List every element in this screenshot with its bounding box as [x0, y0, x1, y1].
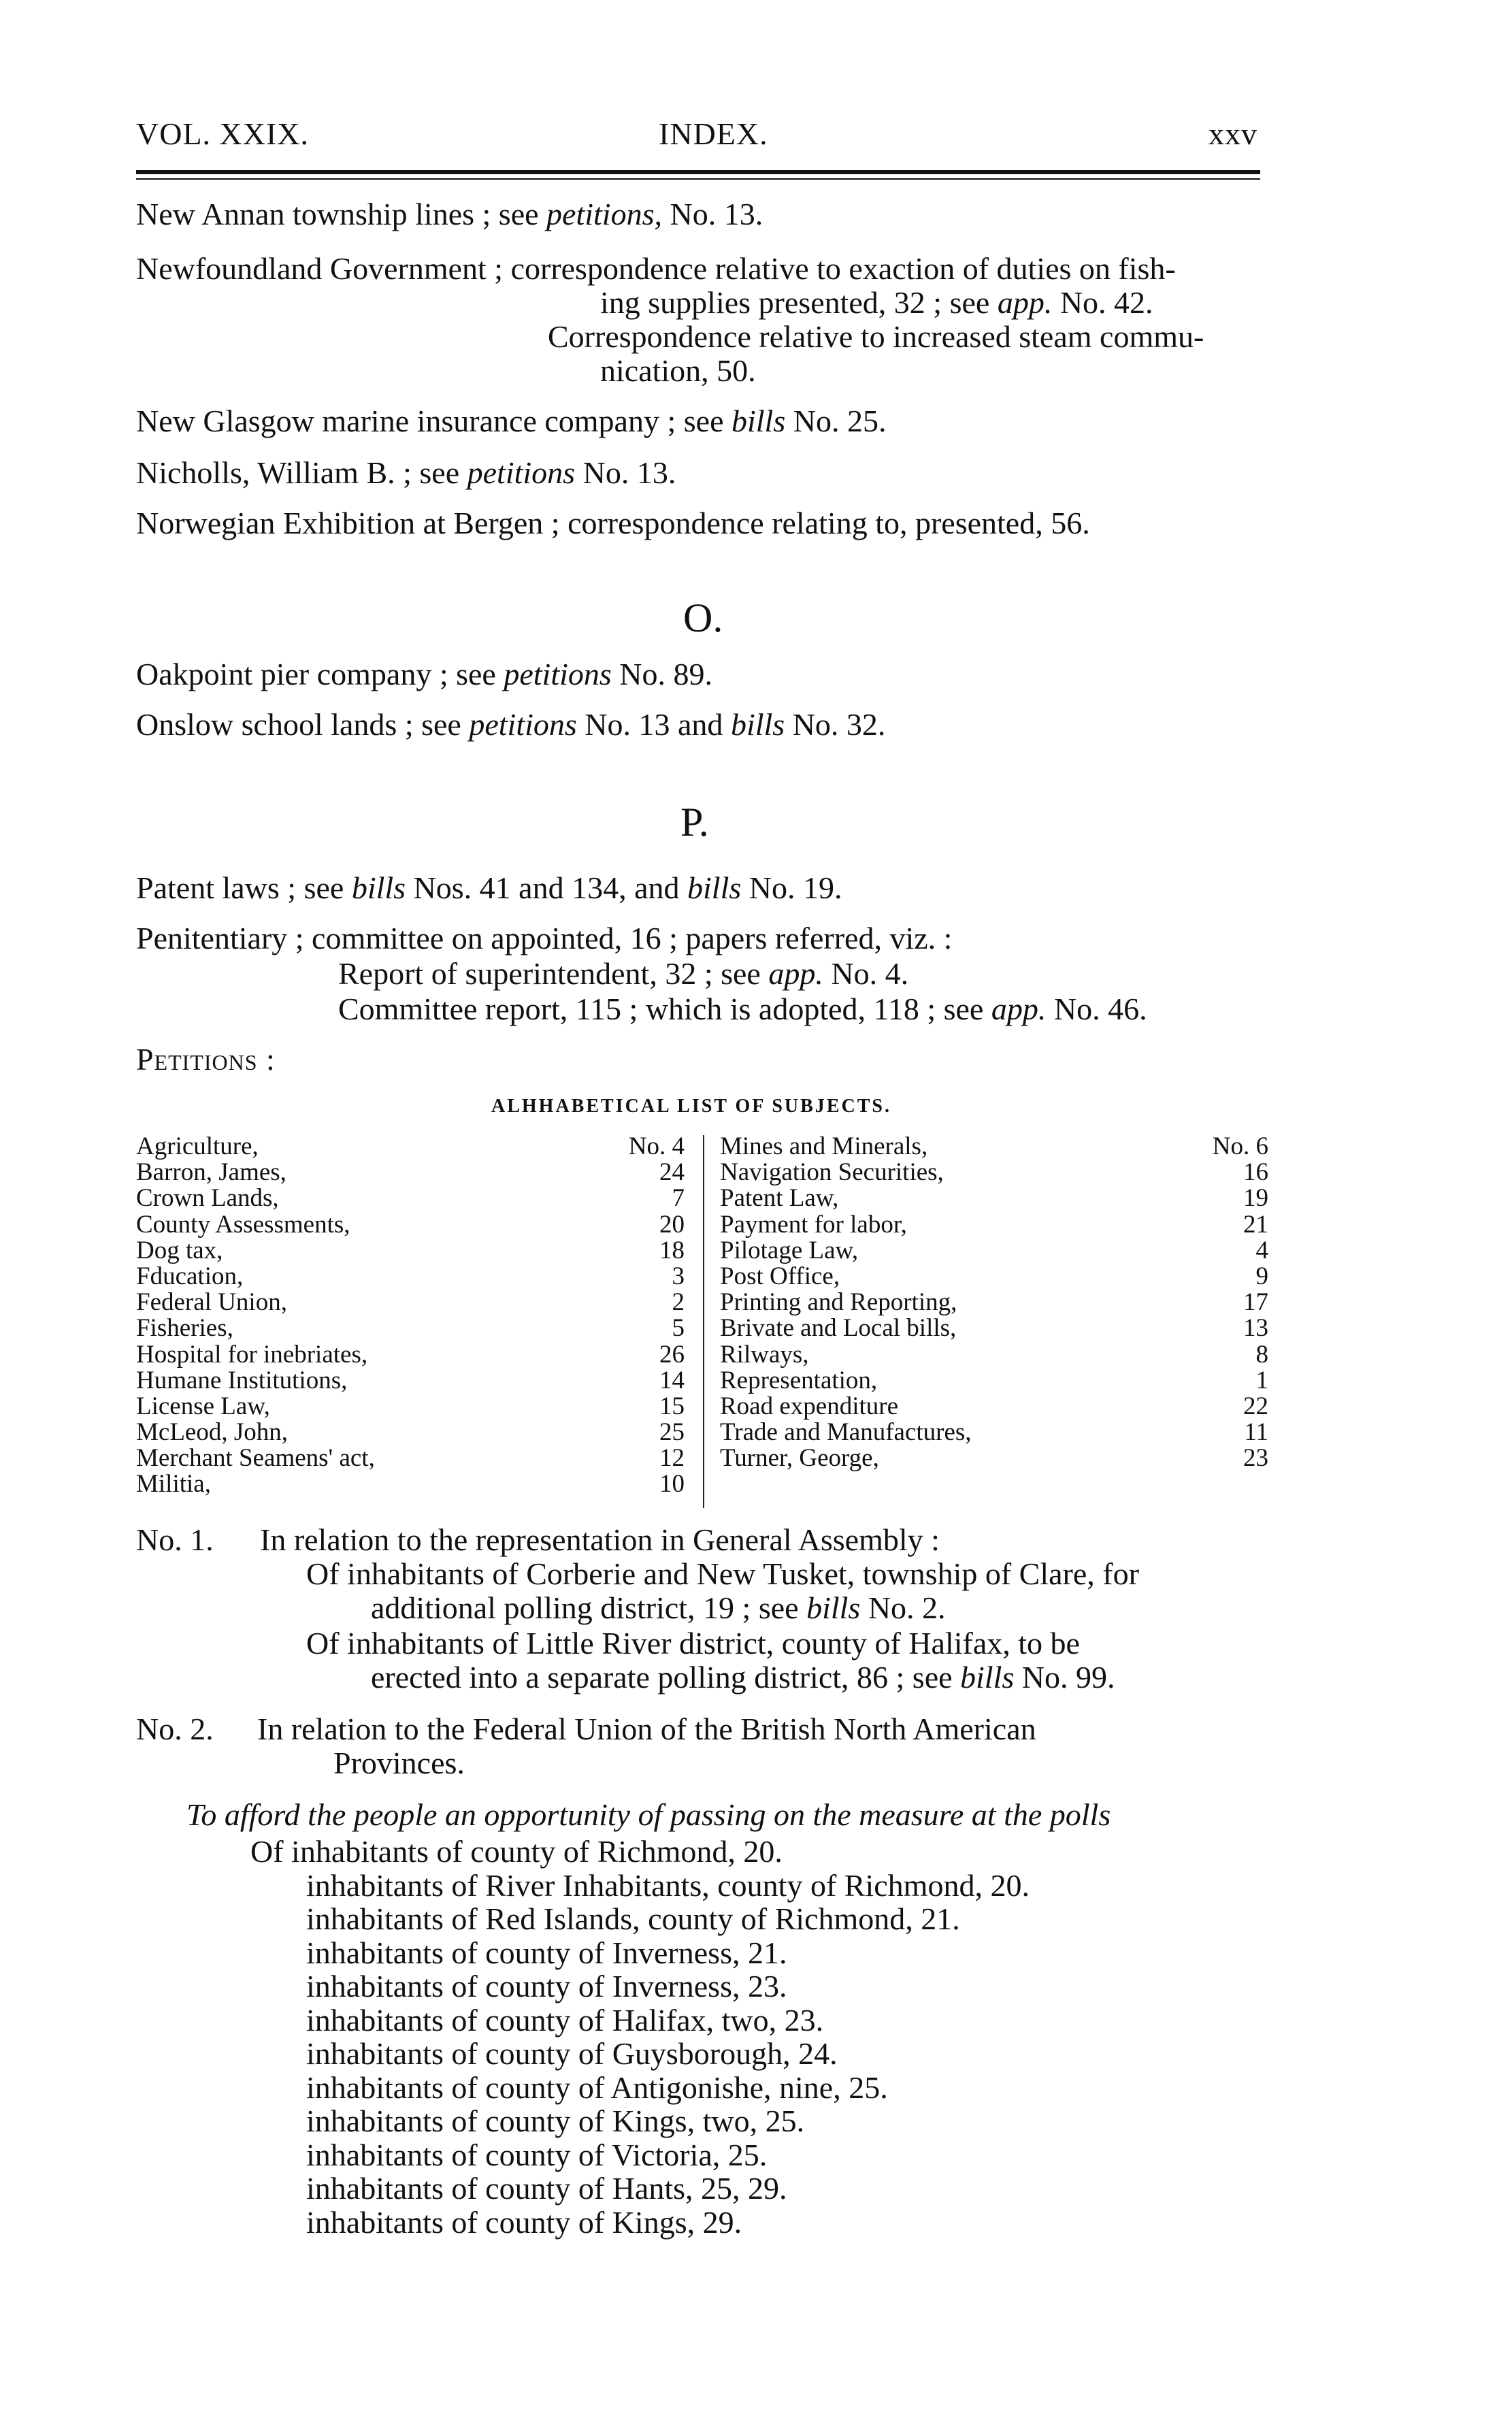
- entry-onslow: Onslow school lands ; see petitions No. 13 and bills No. 32.: [136, 707, 886, 742]
- header-rule-thin: [136, 178, 1260, 180]
- page-title: INDEX.: [659, 116, 768, 151]
- list-item: inhabitants of county of Kings, two, 25.: [306, 2104, 805, 2138]
- petition-1-item-a-line1: Of inhabitants of Corberie and New Tusket, township of Clare, for: [306, 1556, 1139, 1591]
- entry-newfoundland-line3: Correspondence relative to increased steam commu-: [548, 319, 1204, 354]
- list-item: inhabitants of county of Antigonishe, nine, 25.: [306, 2069, 888, 2105]
- column-divider: [703, 1135, 704, 1508]
- list-item: inhabitants of Red Islands, county of Richmond, 21.: [306, 1901, 960, 1936]
- entry-new-glasgow: New Glasgow marine insurance company ; see bills No. 25.: [136, 404, 887, 438]
- list-item: Militia, 10: [136, 1470, 685, 1499]
- list-item: Representation, 1: [720, 1366, 1268, 1394]
- list-item: inhabitants of county of Victoria, 25.: [306, 2137, 768, 2172]
- list-item: Road expenditure 22: [720, 1392, 1268, 1420]
- petitions-heading: Petitions :: [136, 1042, 276, 1077]
- subjects-right-column: [720, 1134, 1268, 1471]
- entry-oakpoint: Oakpoint pier company ; see petitions No. 89.: [136, 657, 713, 691]
- petition-1-heading: In relation to the representation in General Assembly :: [260, 1522, 940, 1557]
- petition-number-1: No. 1.: [136, 1522, 214, 1557]
- list-item: Printing and Reporting, 17: [720, 1288, 1268, 1317]
- list-item: inhabitants of county of Hants, 25, 29.: [306, 2171, 787, 2206]
- subjects-list-heading: ALHHABETICAL LIST OF SUBJECTS.: [491, 1096, 891, 1117]
- list-item: Turner, George, 23: [720, 1444, 1268, 1473]
- list-item: Fisheries, 5: [136, 1314, 685, 1343]
- list-item: Mines and Minerals, No. 6: [720, 1132, 1268, 1160]
- header-rule-thick: [136, 170, 1260, 174]
- list-item: inhabitants of county of Inverness, 23.: [306, 1969, 787, 2003]
- list-item: Crown Lands, 7: [136, 1184, 685, 1213]
- list-item: inhabitants of county of Guysborough, 24.: [306, 2036, 838, 2071]
- entry-penitentiary-line1: Penitentiary ; committee on appointed, 16 ; papers referred, viz. :: [136, 921, 953, 955]
- list-item: Post Office, 9: [720, 1262, 1268, 1290]
- page-number: xxv: [1209, 116, 1258, 151]
- entry-penitentiary-line2: Report of superintendent, 32 ; see app. No. 4.: [338, 956, 909, 991]
- list-item: County Assessments, 20: [136, 1210, 685, 1239]
- list-item: Of inhabitants of county of Richmond, 20.: [250, 1834, 783, 1869]
- entry-newfoundland-line2: ing supplies presented, 32 ; see app. No. 42.: [600, 285, 1153, 320]
- list-item: inhabitants of county of Kings, 29.: [306, 2204, 742, 2240]
- entry-newfoundland-line1: Newfoundland Government ; correspondence relative to exaction of duties on fish-: [136, 251, 1176, 286]
- petition-1-item-a-line2: additional polling district, 19 ; see bills No. 2.: [371, 1590, 946, 1625]
- entry-patent-laws: Patent laws ; see bills Nos. 41 and 134, and bills No. 19.: [136, 870, 842, 905]
- volume-label: VOL. XXIX.: [136, 116, 310, 151]
- list-item: Barron, James, 24: [136, 1158, 685, 1187]
- petition-number-2: No. 2.: [136, 1712, 214, 1746]
- section-letter-p: P.: [680, 800, 709, 845]
- entry-newfoundland-line4: nication, 50.: [600, 353, 756, 388]
- list-item: Trade and Manufactures, 11: [720, 1418, 1268, 1447]
- petition-2-heading-line1: In relation to the Federal Union of the British North American: [257, 1712, 1036, 1746]
- list-item: Merchant Seamens' act, 12: [136, 1444, 685, 1473]
- petition-2-list: [250, 1835, 1030, 2239]
- list-item: Patent Law, 19: [720, 1184, 1268, 1213]
- petition-1-item-b-line2: erected into a separate polling district, 86 ; see bills No. 99.: [371, 1660, 1115, 1695]
- list-item: inhabitants of county of Halifax, two, 23.: [306, 2002, 824, 2038]
- entry-penitentiary-line3: Committee report, 115 ; which is adopted, 118 ; see app. No. 46.: [338, 992, 1147, 1026]
- list-item: Brivate and Local bills, 13: [720, 1314, 1268, 1343]
- list-item: Agriculture, No. 4: [136, 1132, 685, 1160]
- section-letter-o: O.: [683, 595, 723, 640]
- list-item: Fducation, 3: [136, 1262, 685, 1290]
- list-item: License Law, 15: [136, 1392, 685, 1420]
- list-item: Hospital for inebriates, 26: [136, 1340, 685, 1369]
- subjects-left-column: [136, 1134, 685, 1498]
- entry-nicholls: Nicholls, William B. ; see petitions No. 13.: [136, 455, 676, 490]
- list-item: Dog tax, 18: [136, 1236, 685, 1264]
- list-item: Humane Institutions, 14: [136, 1366, 685, 1394]
- petition-1-item-b-line1: Of inhabitants of Little River district, county of Halifax, to be: [306, 1626, 1080, 1660]
- petition-2-italic-heading: To afford the people an opportunity of passing on the measure at the polls: [186, 1797, 1111, 1832]
- list-item: inhabitants of River Inhabitants, county of Richmond, 20.: [306, 1867, 1030, 1903]
- list-item: inhabitants of county of Inverness, 21.: [306, 1935, 787, 1970]
- list-item: Payment for labor, 21: [720, 1210, 1268, 1239]
- list-item: McLeod, John, 25: [136, 1418, 685, 1447]
- entry-new-annan: New Annan township lines ; see petitions, No. 13.: [136, 197, 763, 231]
- list-item: Pilotage Law, 4: [720, 1236, 1268, 1264]
- petition-2-heading-line2: Provinces.: [333, 1746, 465, 1780]
- list-item: Rilways, 8: [720, 1340, 1268, 1369]
- list-item: Federal Union, 2: [136, 1288, 685, 1317]
- list-item: Navigation Securities, 16: [720, 1158, 1268, 1187]
- entry-norwegian: Norwegian Exhibition at Bergen ; correspondence relating to, presented, 56.: [136, 506, 1090, 540]
